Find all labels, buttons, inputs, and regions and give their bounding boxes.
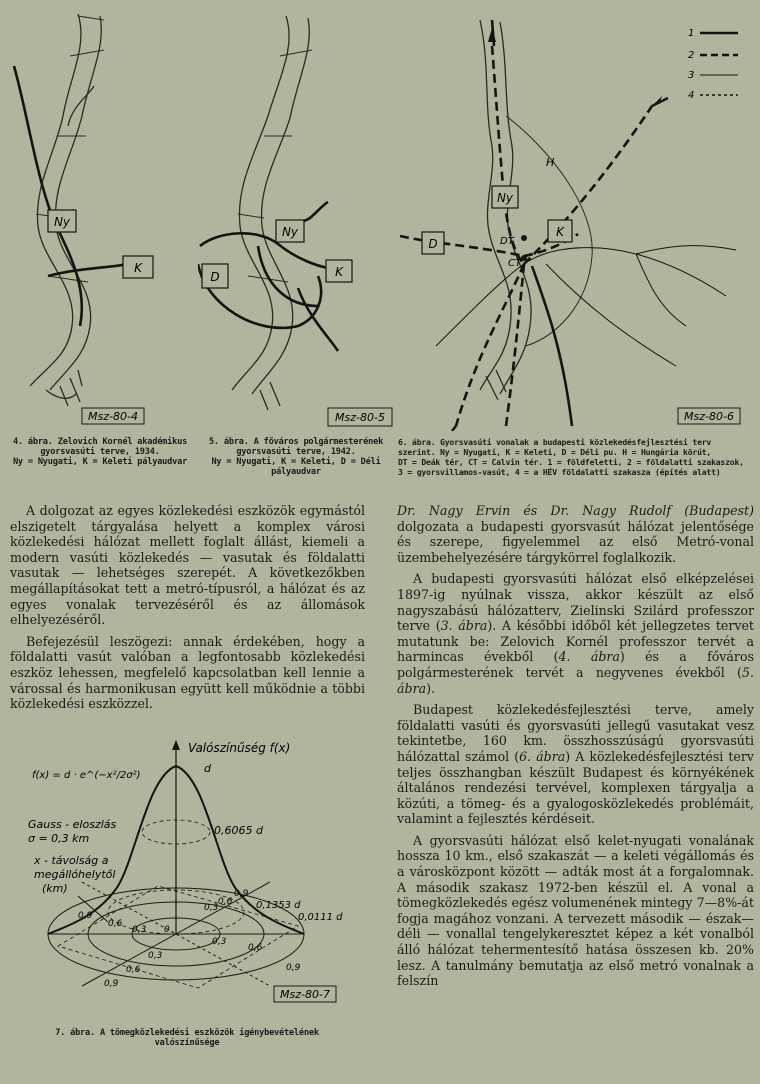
text-span: ). A későbbi időből két jellegzetes tervet mutatunk be: Zelovich Kornél professzor tervét a harmincas évekből ( — [397, 618, 754, 665]
text-span: dolgozata a budapesti gyorsvasút hálózat jelentősége és szerepe, figyelemmel az első Metró-vonal üzembehelyezésére tárgykörrel foglalkozik. — [397, 518, 754, 565]
label-h: H — [546, 156, 555, 169]
figure-ref: 4. ábra — [558, 649, 620, 665]
caption-line: Ny = Nyugati, K = Keleti pályaudvar — [12, 457, 188, 467]
svg-text:0,3: 0,3 — [148, 951, 163, 961]
paragraph — [397, 571, 754, 696]
figure-6-svg — [396, 6, 756, 431]
figure-6-map — [396, 6, 756, 431]
paragraph — [397, 702, 754, 827]
text-span: ). — [426, 680, 436, 696]
svg-text:Ny: Ny — [281, 225, 299, 239]
svg-text:0,9: 0,9 — [286, 963, 301, 973]
svg-text:0,3: 0,3 — [204, 903, 219, 913]
node-ct — [521, 255, 527, 261]
caption-line: gyorsvasúti terve, 1934. — [40, 447, 160, 457]
svg-text:0,3: 0,3 — [132, 925, 147, 935]
figure-ref: 5. ábra — [397, 664, 754, 696]
svg-text:0,6: 0,6 — [126, 965, 141, 975]
svg-text:D: D — [210, 270, 220, 284]
station-ny — [48, 210, 76, 232]
station-d — [422, 232, 444, 254]
caption-line: 6. ábra. Gyorsvasúti vonalak a budapesti közlekedésfejlesztési terv — [398, 437, 712, 447]
stamp-fig5 — [328, 408, 392, 426]
svg-text:0,9: 0,9 — [78, 911, 93, 921]
svg-text:0,9: 0,9 — [234, 889, 249, 899]
caption-line: 5. ábra. A főváros polgármesterének — [208, 437, 384, 447]
figure-6-caption — [398, 437, 758, 477]
svg-text:Msz-80-5: Msz-80-5 — [335, 411, 385, 424]
paragraph: Befejezésül leszögezi: annak érdekében, hogy a földalatti vasút valóban a legfontosabb közlekedési eszköz lehessen, megfelelő kapcsolatban kell lennie a várossal és harmonikusan együtt kell működnie a többi közlekedési eszközzel. — [10, 633, 365, 712]
figure-5-map — [198, 6, 393, 431]
label-dt: DT — [500, 236, 514, 247]
caption-line: pályaudvar — [271, 467, 321, 477]
caption-line: valószínűsége — [154, 1038, 220, 1048]
sigma-label: σ = 0,3 km — [28, 832, 90, 845]
station-d — [202, 264, 228, 288]
svg-text:K: K — [335, 265, 343, 279]
svg-text:0,6: 0,6 — [218, 897, 233, 907]
d-label: d — [204, 762, 211, 775]
figure-ref: 3. ábra — [440, 618, 488, 634]
station-k — [548, 220, 572, 242]
caption-line: szerint. Ny = Nyugati, K = Keleti, D = Déli pu. H = Hungária körút, — [398, 447, 712, 457]
figure-4-caption — [2, 437, 198, 467]
svg-text:Msz-80-6: Msz-80-6 — [684, 410, 734, 423]
figure-7-gauss — [8, 736, 368, 1026]
svg-text:1: 1 — [688, 28, 695, 39]
paragraph — [397, 503, 754, 565]
y-axis-label: Valószínűség f(x) — [188, 741, 291, 755]
svg-text:0,6: 0,6 — [108, 919, 123, 929]
right-column — [397, 503, 754, 989]
value-label: 0,0111 d — [298, 912, 343, 923]
svg-text:Msz-80-7: Msz-80-7 — [280, 988, 330, 1001]
x-label: (km) — [42, 882, 68, 895]
figure-5-caption — [198, 437, 394, 477]
svg-text:4: 4 — [688, 90, 695, 101]
station-ny — [276, 220, 304, 242]
label-ct: CT — [508, 258, 522, 269]
gauss-label: Gauss - eloszlás — [28, 818, 117, 831]
y-axis-arrow — [172, 740, 180, 750]
svg-text:D: D — [428, 237, 438, 251]
station-k — [123, 256, 153, 278]
svg-text:0,6: 0,6 — [248, 943, 263, 953]
text-span: A budapesti gyorsvasúti hálózat első elképzelései 1897-ig nyúlnak vissza, akkor készült az első nagyszabású hálózatterv, Zielinski Szilárd professzor terve ( — [397, 571, 754, 634]
figure-ref: 6. ábra — [519, 748, 566, 764]
node-dt — [521, 235, 527, 241]
svg-text:0: 0 — [164, 925, 170, 935]
caption-line: 7. ábra. A tömegközlekedési eszközök igénybevételének — [55, 1028, 319, 1038]
stamp-fig6 — [678, 408, 740, 424]
value-label: 0,6065 d — [214, 824, 263, 837]
caption-line: 3 = gyorsvillamos-vasút, 4 = a HÉV földalatti szakasza (építés alatt) — [398, 467, 721, 477]
legend — [688, 28, 738, 101]
authors: Dr. Nagy Ervin és Dr. Nagy Rudolf (Budapest) — [397, 503, 754, 518]
paragraph: A dolgozat az egyes közlekedési eszközök egymástól elszigetelt tárgyalása helyett a komplex városi közlekedési hálózat mellett foglalt állást, kiemeli a modern vasúti közlekedés — vasutak és földalatti vasutak — lehetséges szerepét. A következőkben megállapításokat tett a metró-típusról, a hálózat és az egyes vonalak tervezéséről és az állomások elhelyezéséről. — [10, 503, 365, 628]
x-label: megállóhelytől — [34, 868, 116, 881]
svg-text:K: K — [134, 261, 142, 275]
svg-text:K: K — [556, 225, 564, 239]
figure-7-caption — [2, 1028, 372, 1048]
caption-line: gyorsvasúti terve, 1942. — [236, 447, 356, 457]
tram-lines — [436, 246, 736, 366]
text-span: ) A közlekedésfejlesztési terv teljes összhangban készült Budapest és környékének általános rendezési tervével, komplexen tárgyalja a közúti, a tömeg- és a gyalogosközlekedés problémáit, valamint a fejlesztés kérdéseit. — [397, 748, 754, 827]
x-label: x - távolság a — [34, 854, 109, 867]
svg-text:2: 2 — [688, 50, 695, 61]
svg-text:Msz-80-4: Msz-80-4 — [88, 410, 138, 423]
figure-4-svg — [8, 6, 198, 431]
value-label: 0,1353 d — [256, 900, 301, 911]
svg-text:3: 3 — [688, 70, 695, 81]
figure-5-svg — [198, 6, 393, 431]
svg-text:Ny: Ny — [496, 191, 514, 205]
left-column — [10, 503, 365, 712]
paragraph: A gyorsvasúti hálózat első kelet-nyugati vonalának hossza 10 km., első szakaszát — a keleti végállomás és a városközpont között — adták most át a forgalomnak. A második szakasz 1972-ben készül el. A vonal a tömegközlekedés egész volumenének mintegy 7—8%-át fogja magához vonzani. A tervezett második — észak—déli — vonallal tengelykeresztet képez a két vonalból álló hálózat tehermentesítő hatása összesen kb. 20% lesz. A tanulmány bemutatja az első metró vonalnak a felszín — [397, 832, 754, 989]
arrows — [488, 28, 662, 110]
bridges — [36, 16, 104, 282]
rail-lines — [14, 66, 128, 326]
text-span: ) és a főváros polgármesterének tervét a negyvenes évekből ( — [397, 649, 754, 680]
station-k — [326, 260, 352, 282]
caption-line: Ny = Nyugati, K = Keleti, D = Déli — [211, 457, 381, 467]
stamp-fig7 — [274, 986, 336, 1002]
station-ny — [492, 186, 518, 208]
stamp-fig4 — [82, 408, 144, 424]
text-span: Budapest közlekedésfejlesztési terve, amely földalatti vasúti és gyorsvasúti jellegű vasutakat vesz tekintetbe, 160 km. összhosszúságú gyorsvasúti hálózattal számol ( — [397, 702, 754, 764]
svg-text:Ny: Ny — [53, 215, 71, 229]
figure-4-map — [8, 6, 198, 431]
caption-line: DT = Deák tér, CT = Calvin tér. 1 = földfeletti, 2 = földalatti szakaszok, — [398, 457, 744, 467]
svg-text:0,3: 0,3 — [212, 937, 227, 947]
formula: f(x) = d · e^(−x²/2σ²) — [32, 770, 141, 781]
figure-7-svg — [8, 736, 368, 1026]
danube-river — [232, 16, 309, 410]
caption-line: 4. ábra. Zelovich Kornél akadémikus — [12, 437, 188, 447]
svg-text:0,9: 0,9 — [104, 979, 119, 989]
